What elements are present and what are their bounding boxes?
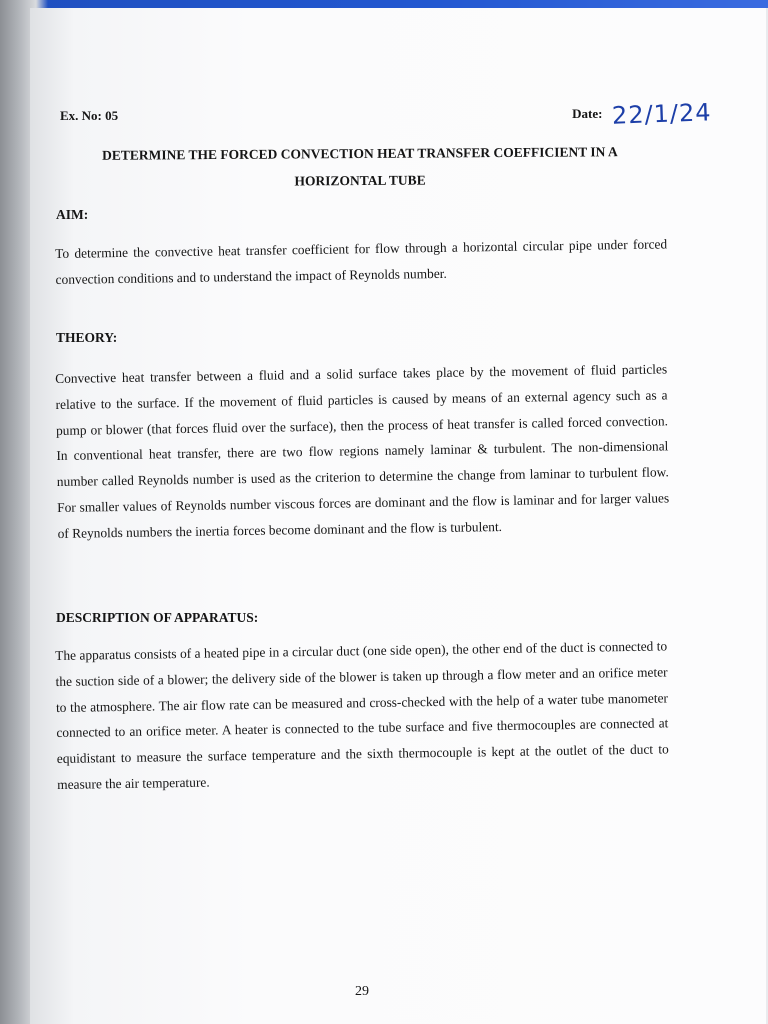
apparatus-heading: DESCRIPTION OF APPARATUS: bbox=[56, 610, 259, 625]
document-title bbox=[60, 138, 660, 196]
exercise-number: Ex. No: 05 bbox=[60, 108, 119, 123]
date-field bbox=[572, 100, 712, 128]
theory-paragraph: Convective heat transfer between a fluid and a solid surface takes place by the movement of fluid particles relative to the surface. If the movement of fluid particles is caused by means of an external agency such as a pump or blower (that forces fluid over the surface), then the process of heat transfer is called forced convection. In conventional heat transfer, there are two flow regions namely laminar & turbulent. The non-dimensional number called Reynolds number is used as the criterion to determine the change from laminar to turbulent flow. For smaller values of Reynolds number viscous forces are dominant and the flow is laminar and for larger values of Reynolds numbers the inertia forces become dominant and the flow is turbulent. bbox=[55, 361, 670, 541]
header-row bbox=[60, 100, 720, 140]
title-line-2: HORIZONTAL TUBE bbox=[294, 172, 426, 189]
theory-heading: THEORY: bbox=[56, 330, 118, 345]
date-label: Date: bbox=[572, 106, 603, 121]
handwritten-date: 22/1/24 bbox=[612, 98, 713, 130]
apparatus-paragraph: The apparatus consists of a heated pipe in a circular duct (one side open), the other end of the duct is connected to the suction side of a blower; the delivery side of the blower is taken up through a flow meter and an orifice meter to the atmosphere. The air flow rate can be measured and cross-checked with the help of a water tube manometer connected to an orifice meter. A heater is connected to the tube surface and five thermocouples are connected at equidistant to measure the surface temperature and the sixth thermocouple is kept at the outlet of the duct to measure the air temperature. bbox=[55, 638, 669, 792]
title-line-1: DETERMINE THE FORCED CONVECTION HEAT TRANSFER COEFFICIENT IN A bbox=[102, 144, 618, 163]
page-number: 29 bbox=[355, 984, 369, 999]
aim-paragraph: To determine the convective heat transfer coefficient for flow through a horizontal circular pipe under forced convection conditions and to understand the impact of Reynolds number. bbox=[55, 236, 668, 287]
scanner-top-band bbox=[0, 0, 768, 8]
aim-heading: AIM: bbox=[56, 207, 89, 222]
